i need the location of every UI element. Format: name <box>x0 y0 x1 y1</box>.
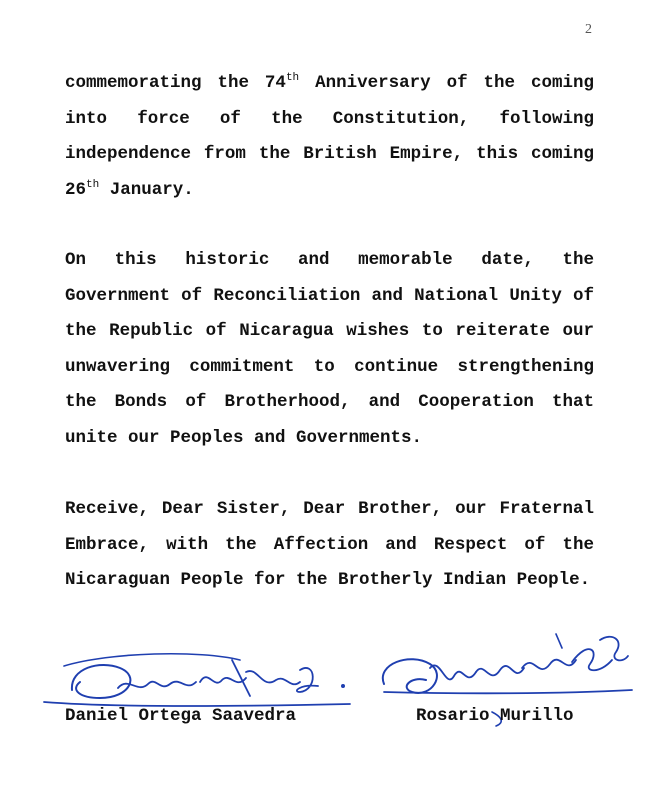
paragraph-anniversary <box>65 66 594 208</box>
text-segment: Anniversary of the coming into force of the Constitution, following independence from the British Empire, this coming 26 <box>65 73 594 200</box>
paragraph-commitment <box>65 243 594 456</box>
signature-daniel-ortega <box>44 654 350 706</box>
paragraph-closing <box>65 492 594 599</box>
page-number: 2 <box>585 22 592 37</box>
signatory-rosario-murillo: Rosario Murillo <box>416 706 574 726</box>
ordinal-suffix: th <box>285 72 300 85</box>
text-segment: Receive, Dear Sister, Dear Brother, our Fraternal Embrace, with the Affection and Respect of the Nicaraguan People for the Brotherly Indian People. <box>65 499 594 590</box>
text-segment: January. <box>99 179 194 200</box>
text-segment: On this historic and memorable date, the Government of Reconciliation and National Unity of the Republic of Nicaragua wishes to reiterate our unwavering commitment to continue strengthening the Bonds of Brotherhood, and Cooperation that unite our Peoples and Governments. <box>65 250 594 448</box>
signatory-daniel-ortega: Daniel Ortega Saavedra <box>65 706 297 726</box>
ordinal-suffix: th <box>86 178 100 191</box>
text-segment: commemorating the 74 <box>65 73 286 93</box>
